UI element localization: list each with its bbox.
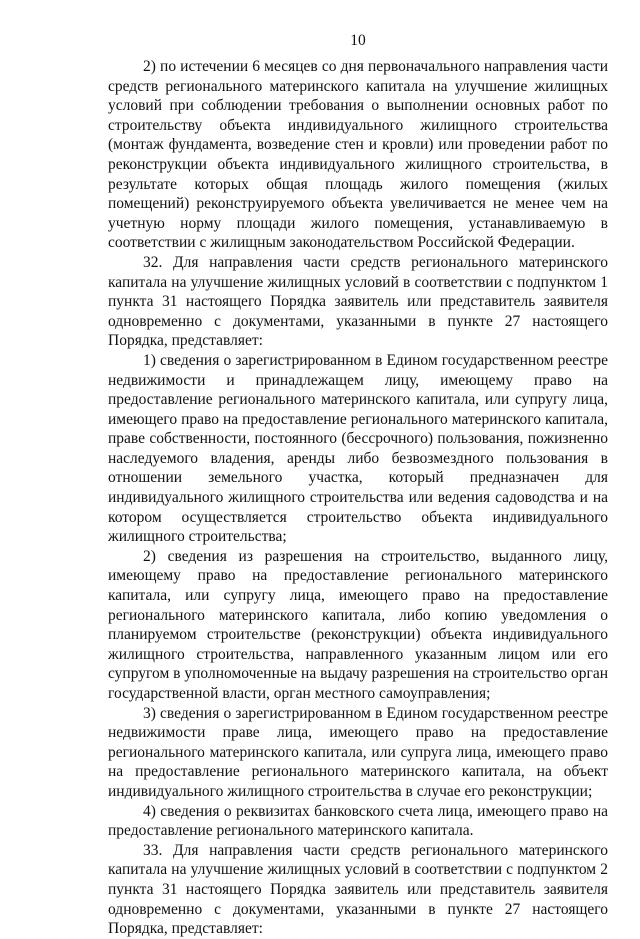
- paragraph-clause-32-item-4: 4) сведения о реквизитах банковского счета лица, имеющего право на предоставление регионального материнского капитала.: [108, 802, 608, 840]
- paragraph-clause-32: 32. Для направления части средств регионального материнского капитала на улучшение жилищных условий в соответствии с подпунктом 1 пункта 31 настоящего Порядка заявитель или представитель заявителя одновременно с документами, указанными в пункте 27 настоящего Порядка, представляет:: [108, 253, 608, 350]
- paragraph-clause-32-item-3: 3) сведения о зарегистрированном в Едином государственном реестре недвижимости праве лица, имеющего право на предоставление регионального материнского капитала, или супруга лица, имеющего право на предоставление регионального материнского капитала, на объект индивидуального жилищного строительства в случае его реконструкции;: [108, 704, 608, 800]
- paragraph-clause-33: 33. Для направления части средств регионального материнского капитала на улучшение жилищных условий в соответствии с подпунктом 2 пункта 31 настоящего Порядка заявитель или представитель заявителя одновременно с документами, указанными в пункте 27 настоящего Порядка, представляет:: [108, 841, 608, 938]
- paragraph-clause-32-item-2: 2) сведения из разрешения на строительство, выданного лицу, имеющему право на предоставление регионального материнского капитала, или супругу лица, имеющего право на предоставление регионального материнского капитала, либо копию уведомления о планируемом строительстве (реконструкции) объекта индивидуального жилищного строительства, направленного указанным лицом или его супругом в уполномоченные на выдачу разрешения на строительство орган государственной власти, орган местного самоуправления;: [108, 547, 608, 702]
- paragraph-clause-32-item-1: 1) сведения о зарегистрированном в Едином государственном реестре недвижимости и принадлежащем лицу, имеющему право на предоставление регионального материнского капитала, или супругу лица, имеющего право на предоставление регионального материнского капитала, праве собственности, постоянного (бессрочного) пользования, пожизненно наследуемого владения, аренды либо безвозмездного пользования в отношении земельного участка, который предназначен для индивидуального жилищного строительства или ведения садоводства и на котором осуществляется строительство объекта индивидуального жилищного строительства;: [108, 351, 608, 546]
- paragraph-subitem-2-deadline: 2) по истечении 6 месяцев со дня первоначального направления части средств регионального материнского капитала на улучшение жилищных условий при соблюдении требования о выполнении основных работ по строительству объекта индивидуального жилищного строительства (монтаж фундамента, возведение стен и кровли) или проведении работ по реконструкции объекта индивидуального жилищного строительства, в результате которых общая площадь жилого помещения (жилых помещений) реконструируемого объекта увеличивается не менее чем на учетную норму площади жилого помещения, устанавливаемую в соответствии с жилищным законодательством Российской Федерации.: [108, 58, 608, 252]
- page-number: 10: [350, 32, 366, 49]
